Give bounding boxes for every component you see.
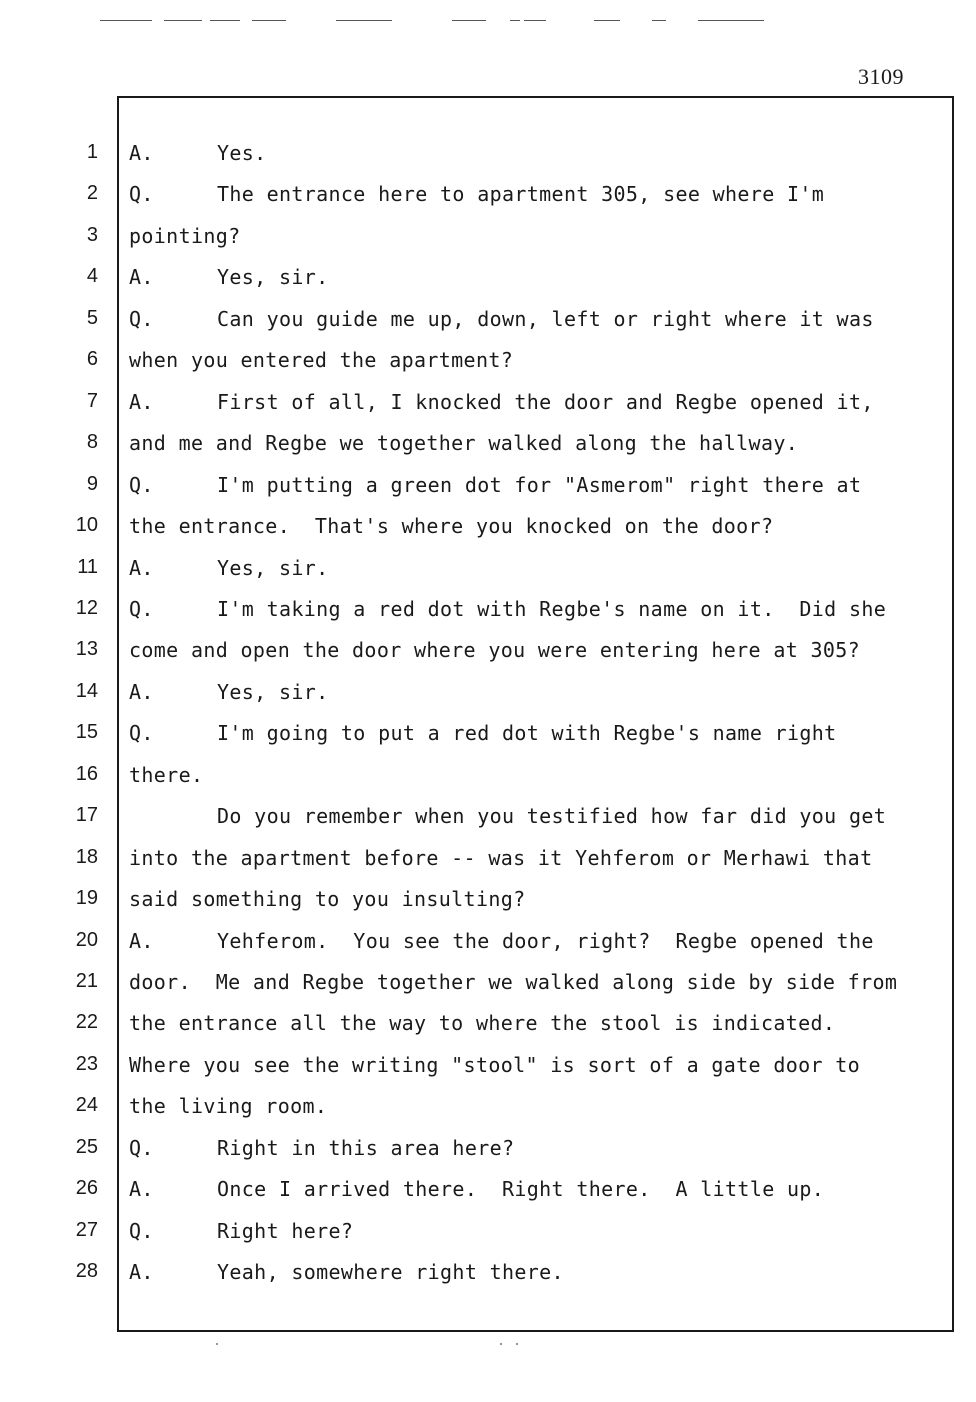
line-number: 11 <box>77 556 98 578</box>
line-number: 26 <box>75 1177 98 1199</box>
speaker-label: Q. <box>129 1136 154 1160</box>
transcript-line <box>129 224 241 248</box>
speaker-label: A. <box>129 141 154 165</box>
speaker-label: Q. <box>129 473 154 497</box>
transcript-line <box>129 721 837 745</box>
line-number: 16 <box>75 763 98 785</box>
line-number: 8 <box>86 431 98 453</box>
transcript-line <box>129 763 203 787</box>
transcript-line <box>129 514 773 538</box>
line-text: Do you remember when you testified how far did you get <box>217 804 887 828</box>
speaker-label: A. <box>129 390 154 414</box>
transcript-line <box>129 680 329 704</box>
line-text: Yeah, somewhere right there. <box>217 1260 564 1284</box>
transcript-line <box>129 1094 327 1118</box>
line-text: Right in this area here? <box>217 1136 515 1160</box>
speaker-label: A. <box>129 1177 154 1201</box>
speaker-label: Q. <box>129 182 154 206</box>
line-text: the living room. <box>129 1094 328 1118</box>
line-number: 6 <box>86 348 98 370</box>
line-text: I'm putting a green dot for "Asmerom" right there at <box>217 473 862 497</box>
line-text: The entrance here to apartment 305, see where I'm <box>217 182 825 206</box>
transcript-line <box>129 556 329 580</box>
line-text: Yes. <box>217 141 267 165</box>
line-text: Yes, sir. <box>217 556 329 580</box>
speaker-label: Q. <box>129 721 154 745</box>
transcript-line <box>129 1053 860 1077</box>
line-number: 17 <box>75 804 98 826</box>
speaker-label: Q. <box>129 597 154 621</box>
line-number: 25 <box>75 1136 98 1158</box>
line-text: Yehferom. You see the door, right? Regbe opened the <box>217 929 874 953</box>
line-number: 15 <box>75 721 98 743</box>
transcript-line <box>129 1260 564 1284</box>
line-number: 28 <box>75 1260 98 1282</box>
speaker-label: A. <box>129 1260 154 1284</box>
line-text: when you entered the apartment? <box>129 348 514 372</box>
line-text: and me and Regbe we together walked along the hallway. <box>129 431 799 455</box>
transcript-line <box>129 182 824 206</box>
line-number: 14 <box>75 680 98 702</box>
line-number: 13 <box>75 638 98 660</box>
line-text: said something to you insulting? <box>129 887 526 911</box>
line-text: Right here? <box>217 1219 354 1243</box>
line-text: pointing? <box>129 224 241 248</box>
transcript-line <box>129 265 329 289</box>
scan-specks <box>210 1343 530 1347</box>
line-number: 22 <box>75 1011 98 1033</box>
line-number: 18 <box>75 846 98 868</box>
transcript-line <box>129 970 897 994</box>
line-number: 10 <box>75 514 98 536</box>
line-number: 19 <box>75 887 98 909</box>
line-number: 3 <box>86 224 98 246</box>
header-dash-rule <box>100 20 780 22</box>
transcript-line <box>129 1136 514 1160</box>
line-text: I'm going to put a red dot with Regbe's name right <box>217 721 837 745</box>
line-text: Yes, sir. <box>217 680 329 704</box>
line-number: 12 <box>75 597 98 619</box>
line-number: 5 <box>86 307 98 329</box>
line-text: come and open the door where you were entering here at 305? <box>129 638 861 662</box>
line-number: 24 <box>75 1094 98 1116</box>
transcript-line <box>129 597 886 621</box>
line-text: Yes, sir. <box>217 265 329 289</box>
line-number: 21 <box>75 970 98 992</box>
line-text: Can you guide me up, down, left or right where it was <box>217 307 874 331</box>
line-number: 27 <box>75 1219 98 1241</box>
transcript-line <box>129 1011 835 1035</box>
transcript-line <box>129 348 513 372</box>
line-number: 2 <box>86 182 98 204</box>
transcript-line <box>129 1177 824 1201</box>
line-text: into the apartment before -- was it Yehferom or Merhawi that <box>129 846 873 870</box>
line-text: door. Me and Regbe together we walked along side by side from <box>129 970 898 994</box>
speaker-label: A. <box>129 680 154 704</box>
line-text: Once I arrived there. Right there. A little up. <box>217 1177 825 1201</box>
line-number: 9 <box>86 473 98 495</box>
line-number: 1 <box>86 141 98 163</box>
line-text: the entrance. That's where you knocked on the door? <box>129 514 774 538</box>
transcript-line <box>129 431 798 455</box>
speaker-label: A. <box>129 265 154 289</box>
line-text: Where you see the writing "stool" is sort of a gate door to <box>129 1053 861 1077</box>
transcript-line <box>129 390 874 414</box>
transcript-line <box>129 887 526 911</box>
transcript-line <box>129 473 861 497</box>
line-number: 23 <box>75 1053 98 1075</box>
speaker-label: A. <box>129 556 154 580</box>
line-text: First of all, I knocked the door and Regbe opened it, <box>217 390 874 414</box>
line-number: 4 <box>86 265 98 287</box>
speaker-label: Q. <box>129 307 154 331</box>
speaker-label: A. <box>129 929 154 953</box>
transcript-line <box>129 638 860 662</box>
transcript-line <box>129 804 886 828</box>
page-number: 3109 <box>858 64 904 89</box>
line-text: there. <box>129 763 204 787</box>
transcript-line <box>129 1219 353 1243</box>
transcript-line <box>129 929 874 953</box>
line-number: 20 <box>75 929 98 951</box>
transcript-line <box>129 307 874 331</box>
transcript-line <box>129 141 267 165</box>
line-text: the entrance all the way to where the stool is indicated. <box>129 1011 836 1035</box>
speaker-label: Q. <box>129 1219 154 1243</box>
line-number: 7 <box>86 390 98 412</box>
transcript-line <box>129 846 872 870</box>
line-text: I'm taking a red dot with Regbe's name on it. Did she <box>217 597 887 621</box>
